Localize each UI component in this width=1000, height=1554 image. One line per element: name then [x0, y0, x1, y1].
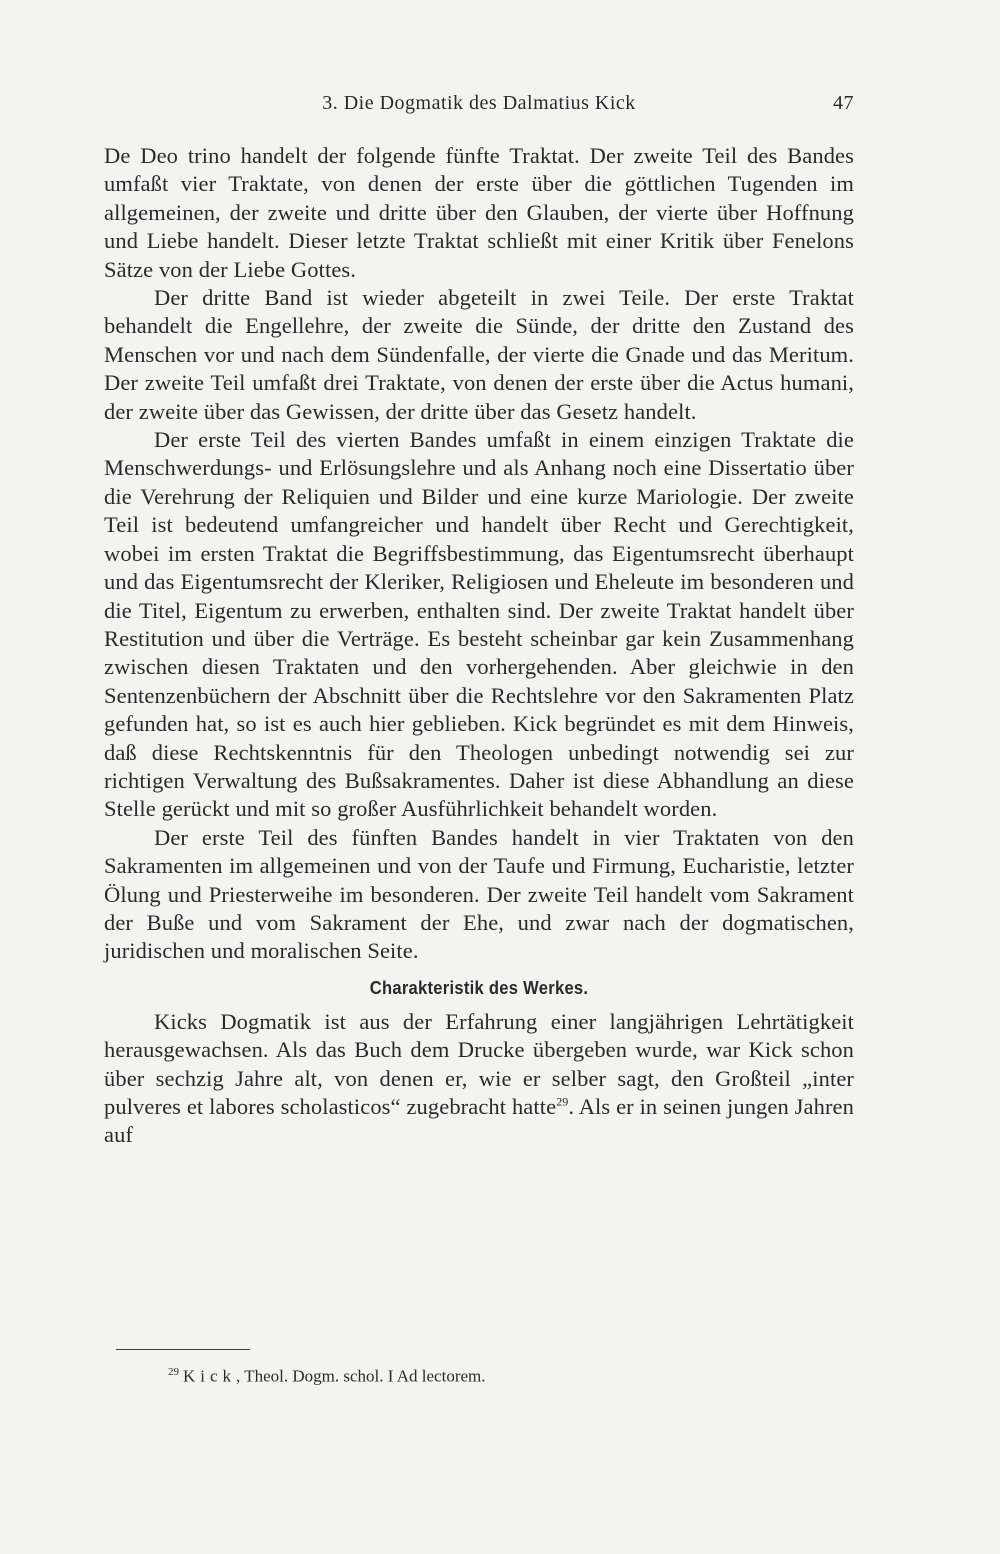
paragraph-continued: De Deo trino handelt der folgende fünfte Traktat. Der zweite Teil des Bandes umfaßt vier Traktate, von denen der erste über die göttlichen Tugenden im allgemeinen, der zweite und dritte über den Glauben, der vierte über Hoffnung und Liebe handelt. Dieser letzte Traktat schließt mit einer Kritik über Fenelons Sätze von der Liebe Gottes. [104, 143, 854, 282]
section-heading: Charakteristik des Werkes. [369, 977, 589, 998]
paragraph: Der dritte Band ist wieder abgeteilt in zwei Teile. Der erste Traktat behandelt die Engellehre, der zweite die Sünde, der dritte den Zustand des Menschen vor und nach dem Sündenfalle, der vierte die Gnade und das Meritum. Der zweite Teil umfaßt drei Traktate, von denen der erste über die Actus humani, der zweite über das Gewissen, der dritte über das Gesetz handelt. [104, 285, 854, 424]
footnote-number: 29 [168, 1366, 179, 1378]
footnote-divider [116, 1349, 250, 1350]
footnote-reference: 29 [556, 1094, 569, 1109]
page-number: 47 [833, 92, 854, 114]
paragraph-continuation: . Als er in seinen jungen Jahren auf [104, 1094, 854, 1148]
footnote [168, 1360, 868, 1389]
body-text [104, 142, 854, 1150]
chapter-title: 3. Die Dogmatik des Dalmatius Kick [322, 92, 636, 114]
paragraph: Der erste Teil des vierten Bandes umfaßt in einem einzigen Traktate die Menschwerdungs- und Erlösungslehre und als Anhang noch eine Dissertatio über die Verehrung der Reliquien und Bilder und eine kurze Mariologie. Der zweite Teil ist bedeutend umfangreicher und handelt über Recht und Gerechtigkeit, wobei im ersten Traktat die Begriffsbestimmung, das Eigentumsrecht überhaupt und das Eigentumsrecht der Kleriker, Religiosen und Eheleute im besonderen und die Titel, Eigentum zu erwerben, enthalten sind. Der zweite Traktat handelt über Restitution und über die Verträge. Es besteht scheinbar gar kein Zusammenhang zwischen diesen Traktaten und den vorhergehenden. Aber gleichwie in den Sentenzenbüchern der Abschnitt über die Rechtslehre vor den Sakramenten Platz gefunden hat, so ist es auch hier geblieben. Kick begründet es mit dem Hinweis, daß diese Rechtskenntnis für den Theologen unbedingt notwendig sei zur richtigen Verwaltung des Bußsakramentes. Daher ist diese Abhandlung an diese Stelle gerückt und mit so großer Ausführlichkeit behandelt worden. [104, 427, 854, 822]
running-head [104, 92, 854, 122]
footnote-author: Kick [183, 1366, 237, 1386]
paragraph-text: Kicks Dogmatik ist aus der Erfahrung einer langjährigen Lehrtätigkeit herausgewachsen. Als das Buch dem Drucke übergeben wurde, war Kick schon über sechzig Jahre alt, von denen er, wie er selber sagt, den Großteil „inter pulveres et labores scholasticos“ zugebracht hatte [104, 1008, 854, 1119]
paragraph: Der erste Teil des fünften Bandes handelt in vier Traktaten von den Sakramenten im allgemeinen und von der Taufe und Firmung, Eucharistie, letzter Ölung und Priesterweihe im besonderen. Der zweite Teil handelt vom Sakrament der Buße und vom Sakrament der Ehe, und zwar nach der dogmatischen, juridischen und moralischen Seite. [104, 824, 854, 964]
footnote-text: , Theol. Dogm. schol. I Ad lectorem. [236, 1366, 486, 1386]
paragraph-last [104, 1008, 854, 1150]
